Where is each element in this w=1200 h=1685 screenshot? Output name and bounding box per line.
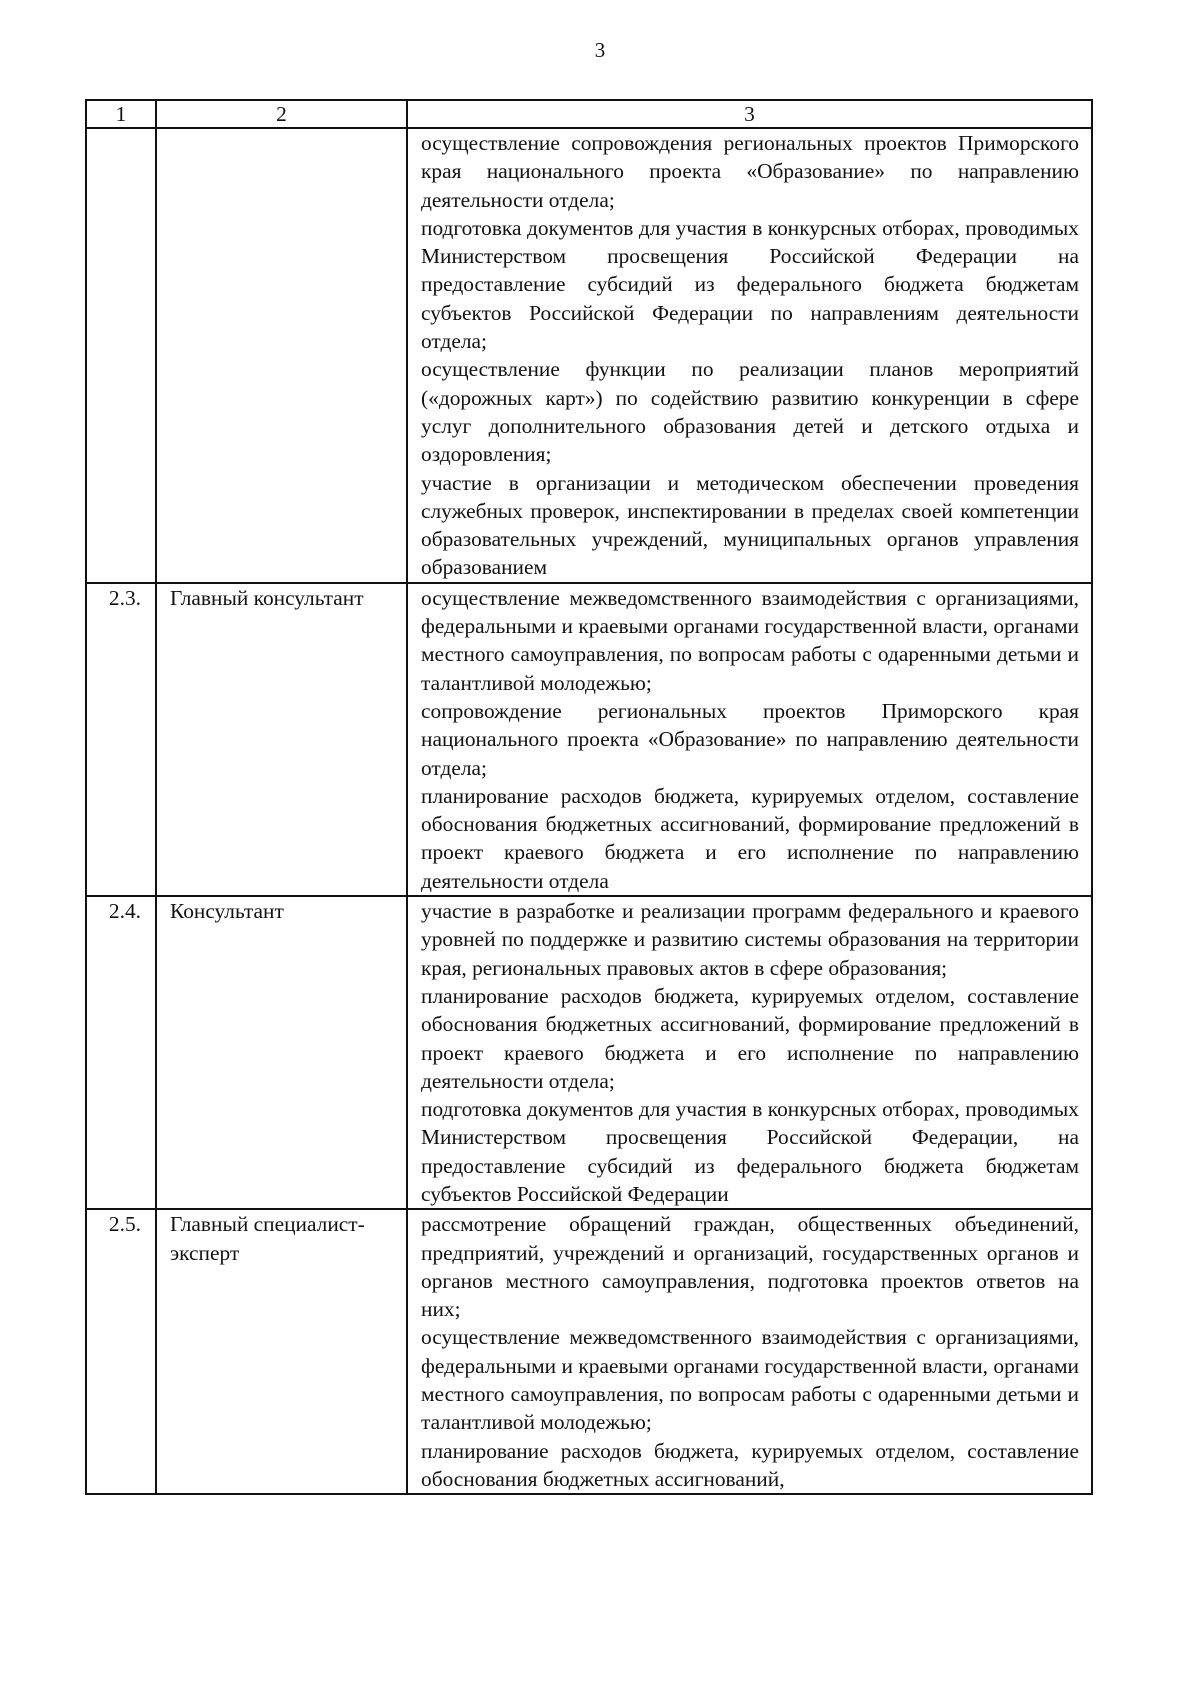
row-number: 2.4. — [86, 896, 156, 1209]
duty-item: участие в разработке и реализации программ федерального и краевого уровней по поддержке и развитию системы образования на территории края, региональных правовых актов в сфере образования; — [421, 899, 1079, 980]
position-title: Главный консультант — [156, 583, 407, 896]
position-title: Главный специалист-эксперт — [156, 1209, 407, 1494]
duty-item: планирование расходов бюджета, курируемых отделом, составление обоснования бюджетных ассигнований, — [421, 1438, 1079, 1491]
page-number: 3 — [594, 38, 606, 62]
duties-cell — [407, 1209, 1092, 1494]
duties-table — [85, 99, 1093, 1495]
duty-item: рассмотрение обращений граждан, общественных объединений, предприятий, учреждений и организаций, государственных органов и органов местного самоуправления, подготовка проектов ответов на них; — [421, 1212, 1079, 1322]
row-number — [86, 128, 156, 583]
table-row — [86, 1209, 1092, 1494]
position-title — [156, 128, 407, 583]
duty-item: планирование расходов бюджета, курируемых отделом, составление обоснования бюджетных ассигнований, формирование предложений в проект краевого бюджета и его исполнение по направлению деятельности отдела — [421, 783, 1079, 893]
duty-item: участие в организации и методическом обеспечении проведения служебных проверок, инспектировании в пределах своей компетенции образовательных учреждений, муниципальных органов управления образованием — [421, 470, 1079, 580]
position-title: Консультант — [156, 896, 407, 1209]
duty-item: планирование расходов бюджета, курируемых отделом, составление обоснования бюджетных ассигнований, формирование предложений в проект краевого бюджета и его исполнение по направлению деятельности отдела; — [421, 983, 1079, 1093]
duty-item: осуществление функции по реализации планов мероприятий («дорожных карт») по содействию развитию конкуренции в сфере услуг дополнительного образования детей и детского отдыха и оздоровления; — [421, 357, 1079, 467]
table-row — [86, 896, 1092, 1209]
duty-item: осуществление межведомственного взаимодействия с организациями, федеральными и краевыми органами государственной власти, органами местного самоуправления, по вопросам работы с одаренными детьми и талантливой молодежью; — [421, 1325, 1079, 1435]
table-row — [86, 583, 1092, 896]
row-number: 2.5. — [86, 1209, 156, 1494]
table-header-row — [86, 100, 1092, 128]
header-col-3: 3 — [407, 100, 1092, 128]
duty-item: осуществление межведомственного взаимодействия с организациями, федеральными и краевыми органами государственной власти, органами местного самоуправления, по вопросам работы с одаренными детьми и талантливой молодежью; — [421, 585, 1079, 695]
duty-item: подготовка документов для участия в конкурсных отборах, проводимых Министерством просвещения Российской Федерации, на предоставление субсидий из федерального бюджета бюджетам субъектов Российской Федерации — [421, 1097, 1079, 1206]
duties-cell — [407, 896, 1092, 1209]
duties-cell — [407, 128, 1092, 583]
header-col-1: 1 — [86, 100, 156, 128]
duty-item: сопровождение региональных проектов Приморского края национального проекта «Образование» по направлению деятельности отдела; — [421, 698, 1079, 780]
table-row — [86, 128, 1092, 583]
duty-item: подготовка документов для участия в конкурсных отборах, проводимых Министерством просвещения Российской Федерации на предоставление субсидий из федерального бюджета бюджетам субъектов Российской Федерации по направлениям деятельности отдела; — [421, 215, 1079, 354]
duties-cell — [407, 583, 1092, 896]
duty-item: осуществление сопровождения региональных проектов Приморского края национального проекта «Образование» по направлению деятельности отдела; — [421, 131, 1079, 212]
header-col-2: 2 — [156, 100, 407, 128]
row-number: 2.3. — [86, 583, 156, 896]
